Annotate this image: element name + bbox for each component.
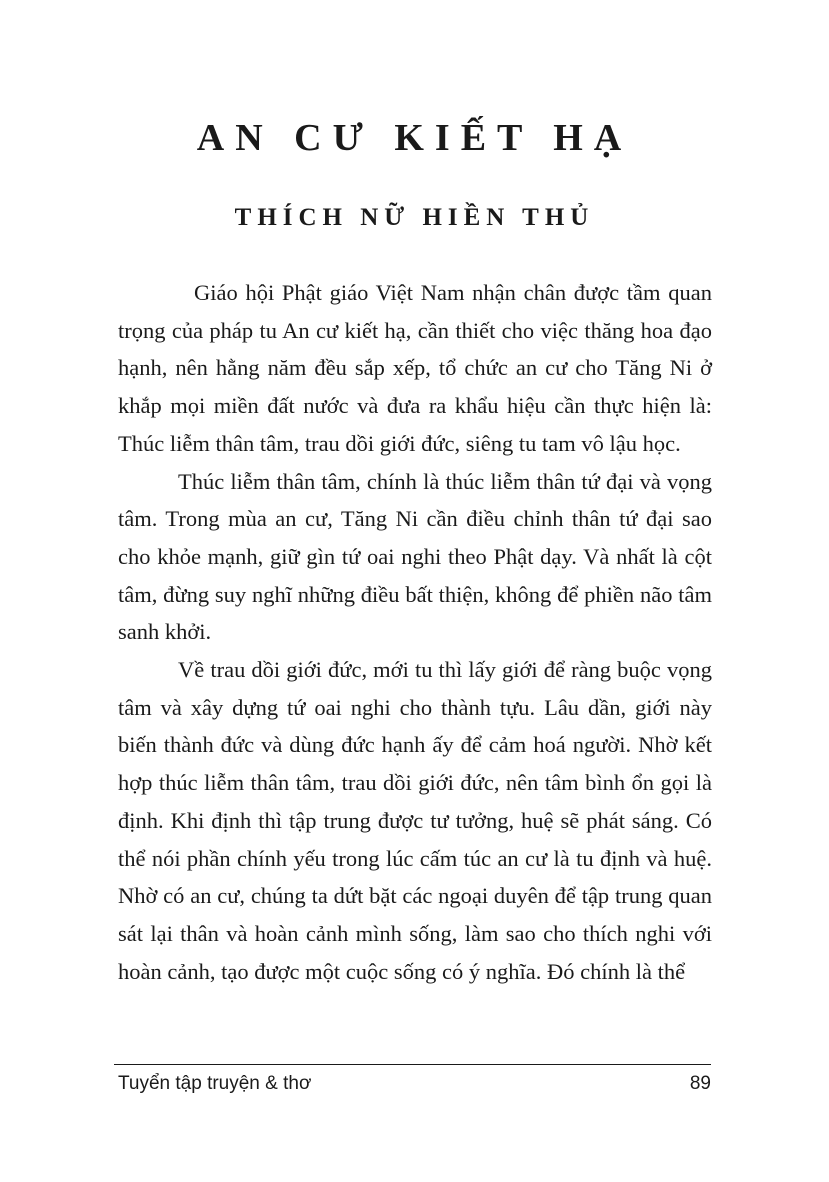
body-paragraph-2: Thúc liễm thân tâm, chính là thúc liễm thân tứ đại và vọng tâm. Trong mùa an cư, Tăng Ni cần điều chỉnh thân tứ đại sao cho khỏe mạnh, giữ gìn tứ oai nghi theo Phật dạy. Và nhất là cột tâm, đừng suy nghĩ những điều bất thiện, không để phiền não tâm sanh khởi. (118, 468, 712, 645)
article-body (118, 274, 712, 990)
article-author: THÍCH NỮ HIỀN THỦ (234, 204, 595, 231)
footer-divider (114, 1064, 711, 1065)
body-paragraph-3: Về trau dồi giới đức, mới tu thì lấy giới để ràng buộc vọng tâm và xây dựng tứ oai nghi cho thành tựu. Lâu dần, giới này biến thành đức và dùng đức hạnh ấy để cảm hoá người. Nhờ kết hợp thúc liễm thân tâm, trau dồi giới đức, nên tâm bình ổn gọi là định. Khi định thì tập trung được tư tưởng, huệ sẽ phát sáng. Có thể nói phần chính yếu trong lúc cấm túc an cư là tu định và huệ. Nhờ có an cư, chúng ta dứt bặt các ngoại duyên để tập trung quan sát lại thân và hoàn cảnh mình sống, làm sao cho thích nghi với hoàn cảnh, tạo được một cuộc sống có ý nghĩa. Đó chính là thể (118, 657, 712, 984)
article-title: AN CƯ KIẾT HẠ (196, 117, 633, 159)
footer-book-title: Tuyển tập truyện & thơ (118, 1073, 312, 1094)
body-paragraph-1: Giáo hội Phật giáo Việt Nam nhận chân được tầm quan trọng của pháp tu An cư kiết hạ, cần thiết cho việc thăng hoa đạo hạnh, nên hằng năm đều sắp xếp, tổ chức an cư cho Tăng Ni ở khắp mọi miền đất nước và đưa ra khẩu hiệu cần thực hiện là: Thúc liễm thân tâm, trau dồi giới đức, siêng tu tam vô lậu học. (118, 280, 712, 456)
footer-page-number: 89 (689, 1073, 711, 1094)
